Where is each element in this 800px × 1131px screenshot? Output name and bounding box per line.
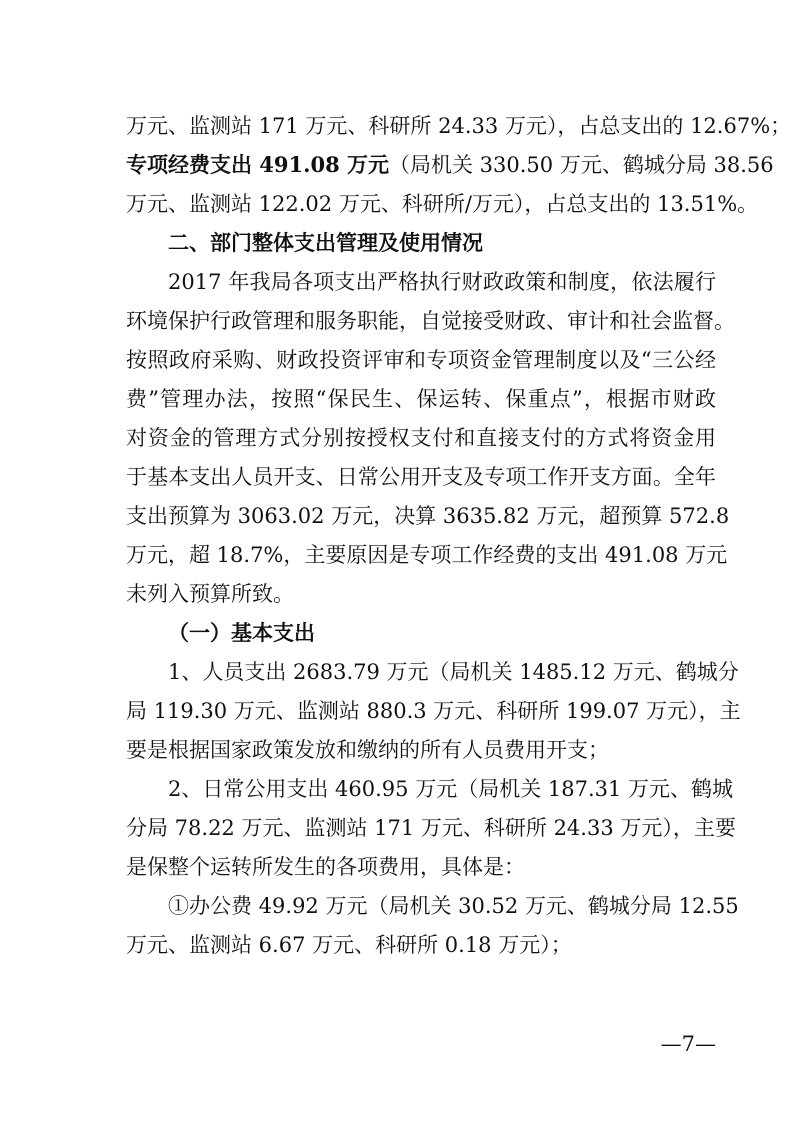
text-line <box>126 150 774 180</box>
text-line: 2017 年我局各项支出严格执行财政政策和制度，依法履行 <box>168 270 716 294</box>
text-line: 1、人员支出 2683.79 万元（局机关 1485.12 万元、鹤城分 <box>168 660 739 684</box>
text-line-rest: （局机关 330.50 万元、鹤城分局 38.56 <box>389 153 774 177</box>
text-line: 未列入预算所致。 <box>126 582 294 606</box>
special-funds-highlight: 专项经费支出 491.08 万元 <box>126 152 389 177</box>
text-line: 万元、监测站 6.67 万元、科研所 0.18 万元）； <box>126 933 572 957</box>
text-line: 环境保护行政管理和服务职能，自觉接受财政、审计和社会监督。 <box>126 309 735 333</box>
text-line: 要是根据国家政策发放和缴纳的所有人员费用开支； <box>126 738 609 762</box>
text-line: 对资金的管理方式分别按授权支付和直接支付的方式将资金用 <box>126 426 716 450</box>
subsection-heading: （一）基本支出 <box>168 620 315 645</box>
text-line: 费”管理办法，按照“保民生、保运转、保重点”，根据市财政 <box>126 387 716 411</box>
text-line: 于基本支出人员开支、日常公用开支及专项工作开支方面。全年 <box>126 465 716 489</box>
text-line: 局 119.30 万元、监测站 880.3 万元、科研所 199.07 万元），主 <box>126 699 741 723</box>
text-line: 万元、监测站 171 万元、科研所 24.33 万元），占总支出的 12.67%； <box>126 114 792 138</box>
text-line: ①办公费 49.92 万元（局机关 30.52 万元、鹤城分局 12.55 <box>168 894 739 918</box>
text-line: 万元、监测站 122.02 万元、科研所/万元），占总支出的 13.51%。 <box>126 192 759 216</box>
text-line: 支出预算为 3063.02 万元，决算 3635.82 万元，超预算 572.8 <box>126 504 730 528</box>
text-line: 万元，超 18.7%，主要原因是专项工作经费的支出 491.08 万元 <box>126 543 728 567</box>
text-line: 按照政府采购、财政投资评审和专项资金管理制度以及“三公经 <box>126 348 716 372</box>
text-line: 2、日常公用支出 460.95 万元（局机关 187.31 万元、鹤城 <box>168 777 734 801</box>
text-line: 是保整个运转所发生的各项费用，具体是： <box>126 855 525 879</box>
text-line: 分局 78.22 万元、监测站 171 万元、科研所 24.33 万元），主要 <box>126 816 736 840</box>
section-heading: 二、部门整体支出管理及使用情况 <box>168 230 483 255</box>
page-number: —7— <box>660 1032 716 1056</box>
